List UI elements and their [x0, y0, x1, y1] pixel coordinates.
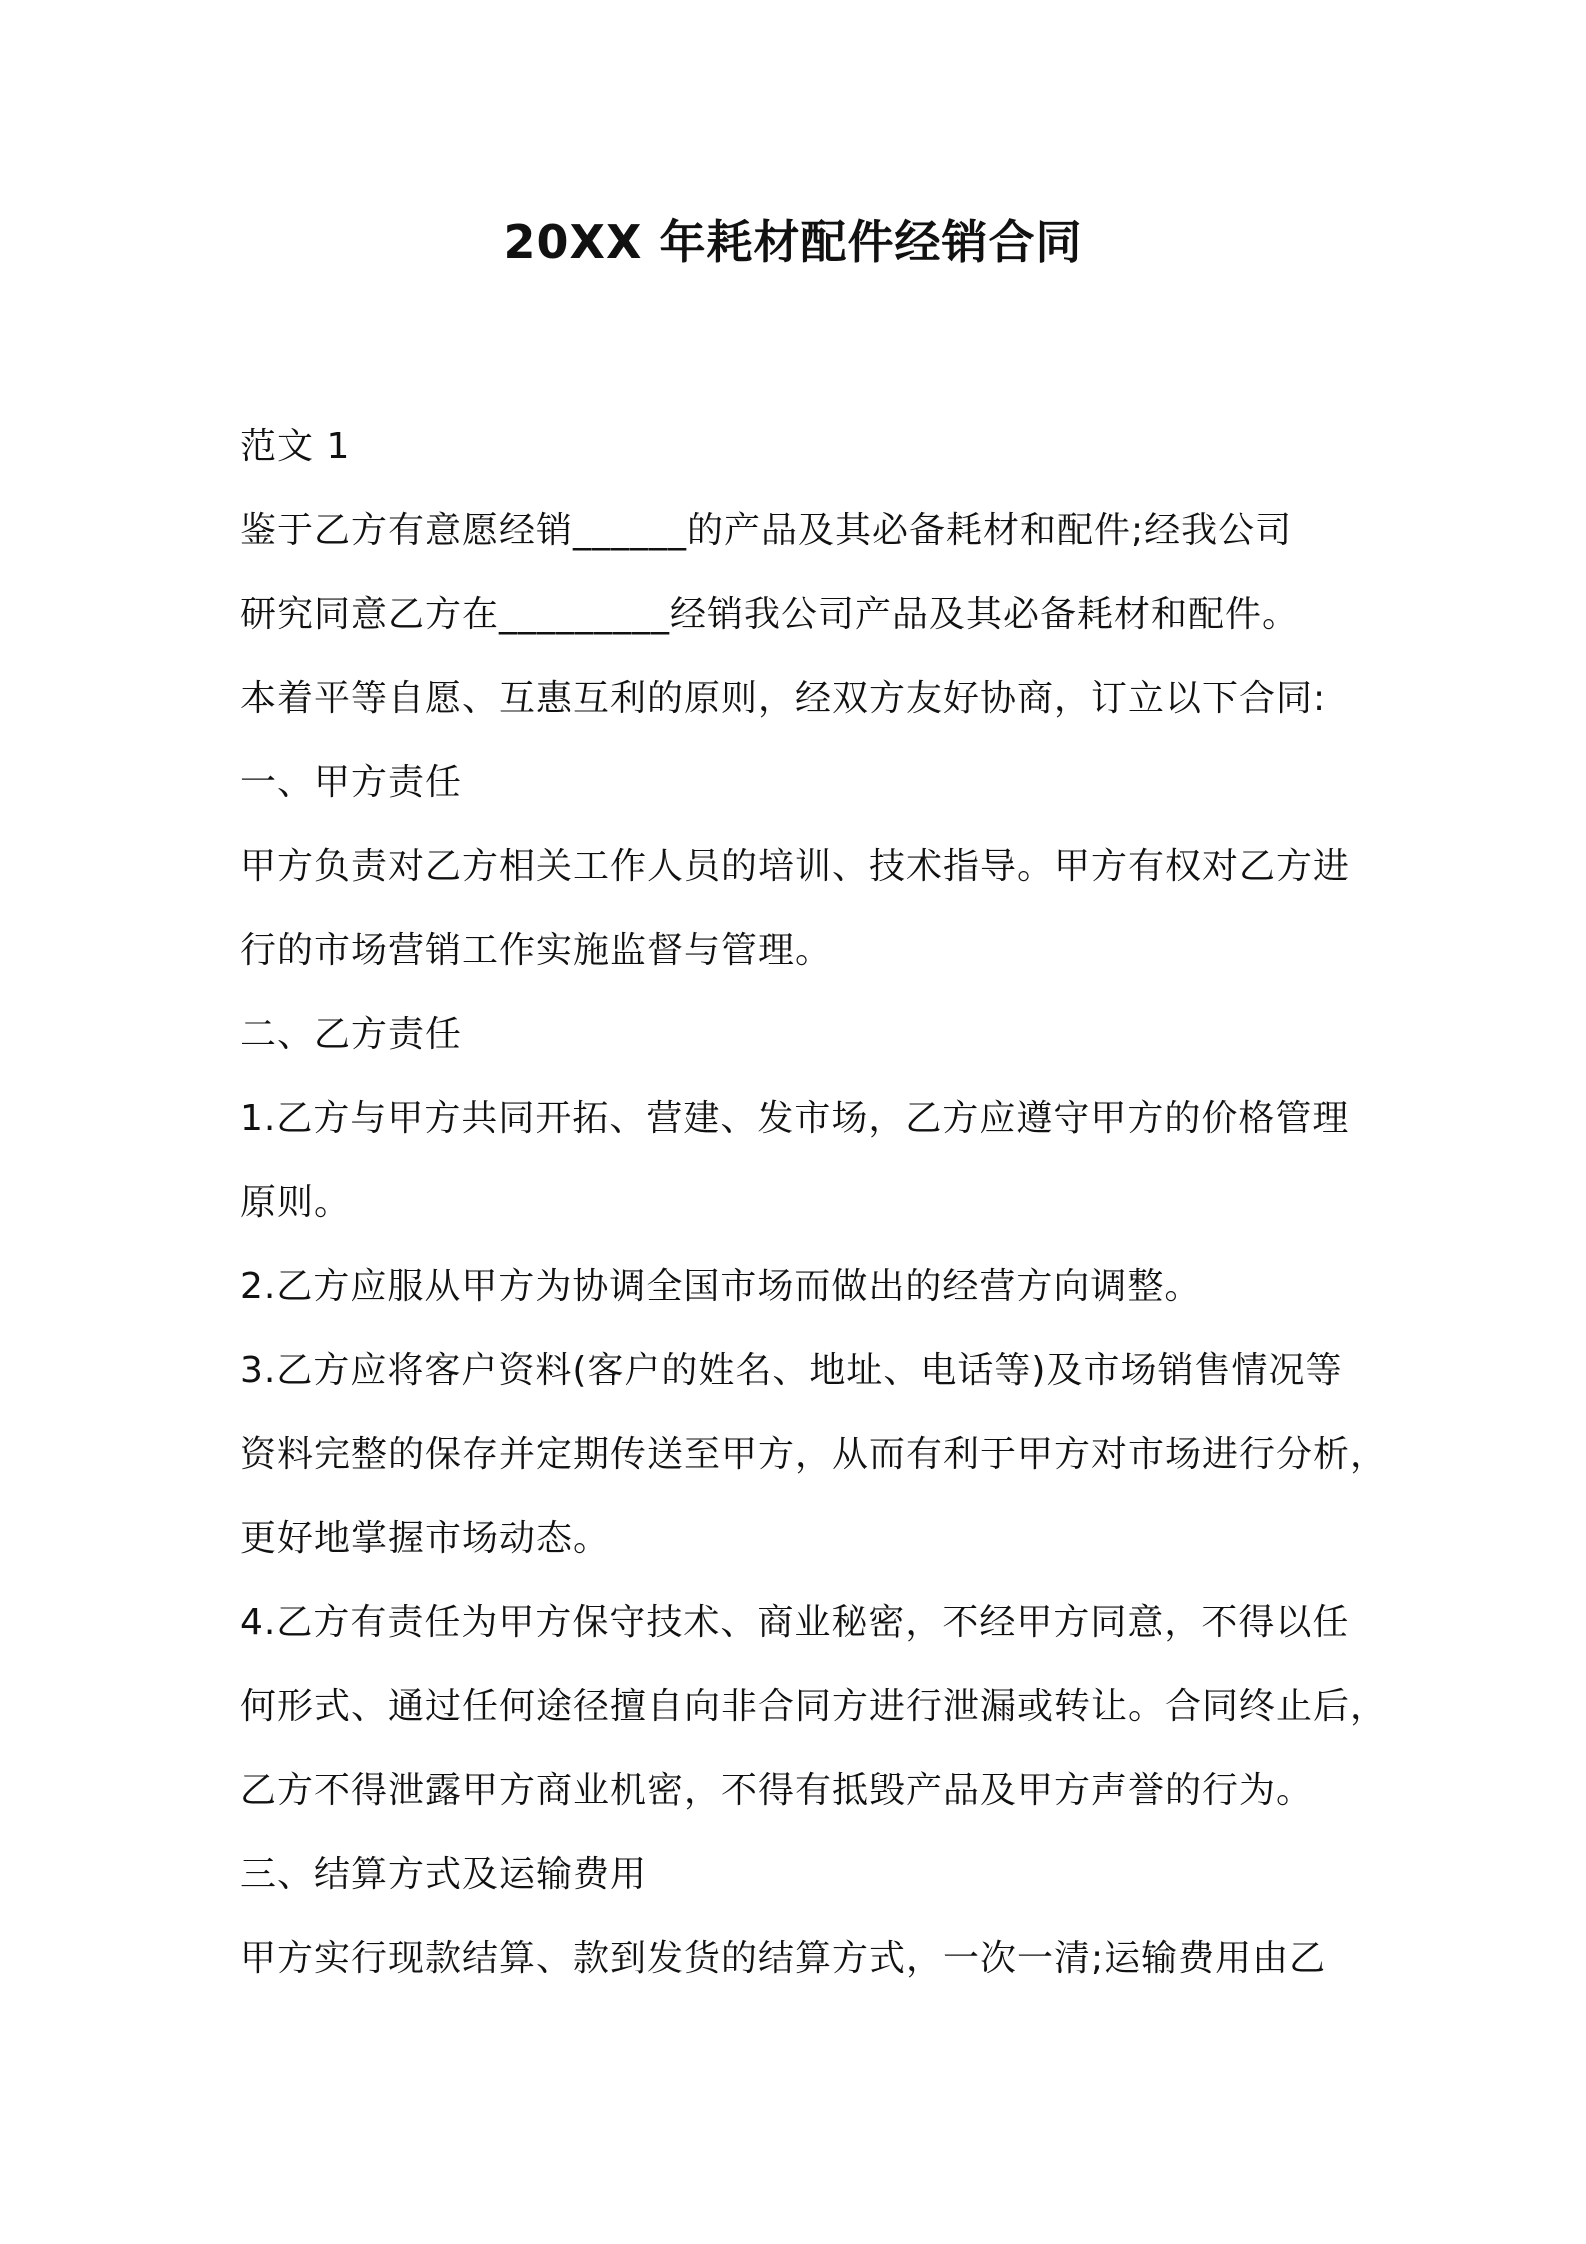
paragraph-line: 本着平等自愿、互惠互利的原则，经双方友好协商，订立以下合同: — [240, 678, 1327, 719]
paragraph-line: 甲方负责对乙方相关工作人员的培训、技术指导。甲方有权对乙方进 — [240, 846, 1351, 887]
paragraph-line: 行的市场营销工作实施监督与管理。 — [240, 930, 833, 971]
clause-line: 乙方不得泄露甲方商业机密，不得有抵毁产品及甲方声誉的行为。 — [240, 1770, 1314, 1811]
document-title: 20XX 年耗材配件经销合同 — [503, 215, 1083, 269]
paragraph-line: 甲方实行现款结算、款到发货的结算方式，一次一清;运输费用由乙 — [240, 1938, 1327, 1979]
section-heading-party-a: 一、甲方责任 — [240, 762, 463, 803]
clause-line: 4.乙方有责任为甲方保守技术、商业秘密，不经甲方同意，不得以任 — [240, 1602, 1350, 1643]
clause-line: 1.乙方与甲方共同开拓、营建、发市场，乙方应遵守甲方的价格管理 — [240, 1098, 1350, 1139]
clause-line: 2.乙方应服从甲方为协调全国市场而做出的经营方向调整。 — [240, 1266, 1202, 1307]
paragraph-line: 鉴于乙方有意愿经销______的产品及其必备耗材和配件;经我公司 — [240, 510, 1293, 551]
paragraph-line: 研究同意乙方在_________经销我公司产品及其必备耗材和配件。 — [240, 594, 1300, 635]
section-heading-settlement: 三、结算方式及运输费用 — [240, 1854, 648, 1895]
clause-line: 更好地掌握市场动态。 — [240, 1518, 611, 1559]
clause-line: 何形式、通过任何途径擅自向非合同方进行泄漏或转让。合同终止后， — [240, 1686, 1388, 1727]
document-body — [240, 405, 1388, 2001]
clause-line: 资料完整的保存并定期传送至甲方，从而有利于甲方对市场进行分析， — [240, 1434, 1388, 1475]
clause-line: 原则。 — [240, 1182, 352, 1223]
section-heading-party-b: 二、乙方责任 — [240, 1014, 463, 1055]
line-sample-heading: 范文 1 — [240, 426, 351, 467]
clause-line: 3.乙方应将客户资料(客户的姓名、地址、电话等)及市场销售情况等 — [240, 1350, 1343, 1391]
